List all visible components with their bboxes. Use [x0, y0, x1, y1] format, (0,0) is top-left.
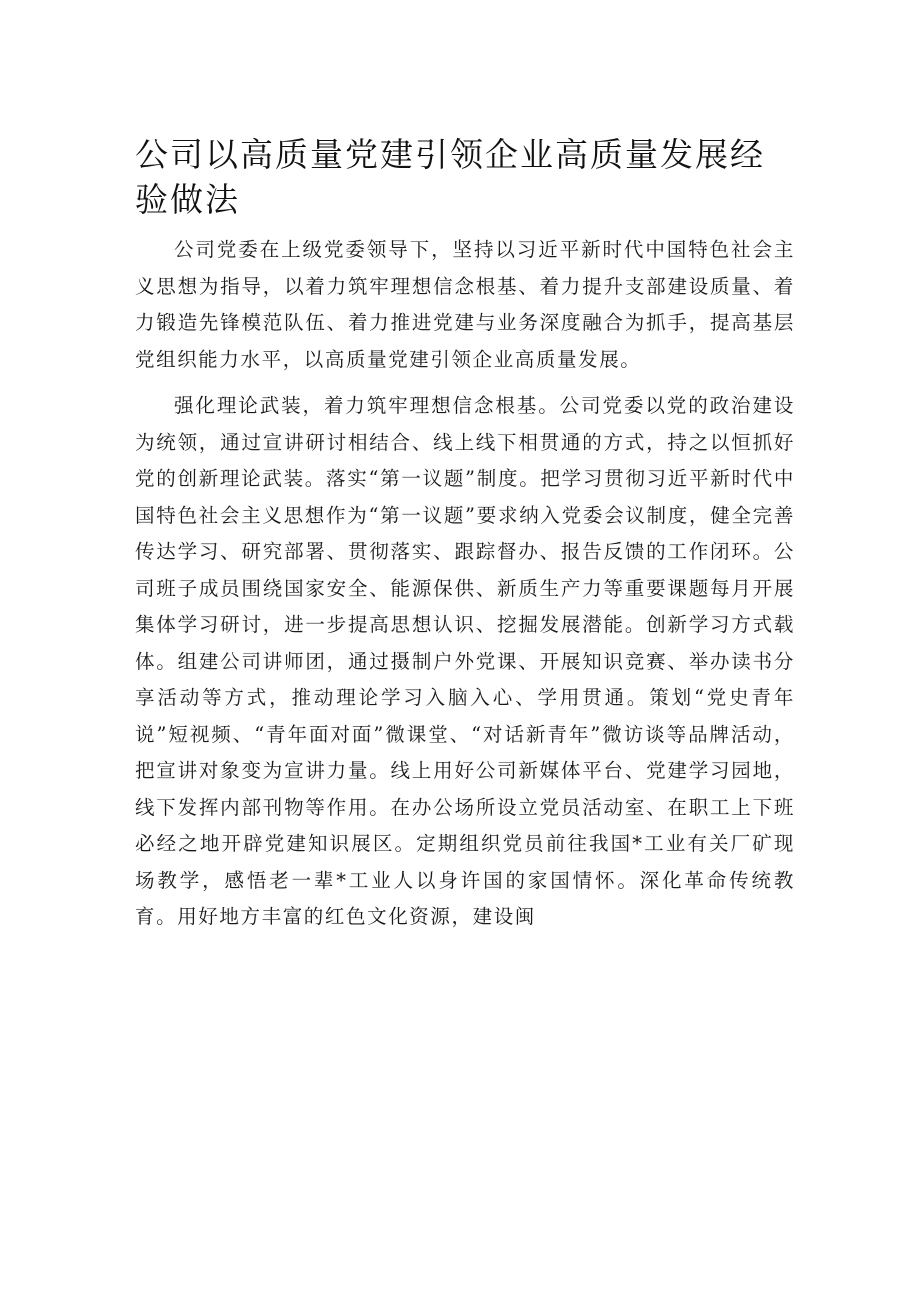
- theory-section-paragraph: 强化理论武装，着力筑牢理想信念根基。公司党委以党的政治建设为统领，通过宣讲研讨相结合、线上线下相贯通的方式，持之以恒抓好党的创新理论武装。落实“第一议题”制度。把学习贯彻习近平新时代中国特色社会主义思想作为“第一议题”要求纳入党委会议制度，健全完善传达学习、研究部署、贯彻落实、跟踪督办、报告反馈的工作闭环。公司班子成员围绕国家安全、能源保供、新质生产力等重要课题每月开展集体学习研讨，进一步提高思想认识、挖掘发展潜能。创新学习方式载体。组建公司讲师团，通过摄制户外党课、开展知识竞赛、举办读书分享活动等方式，推动理论学习入脑入心、学用贯通。策划“党史青年说”短视频、“青年面对面”微课堂、“对话新青年”微访谈等品牌活动，把宣讲对象变为宣讲力量。线上用好公司新媒体平台、党建学习园地，线下发挥内部刊物等作用。在办公场所设立党员活动室、在职工上下班必经之地开辟党建知识展区。定期组织党员前往我国*工业有关厂矿现场教学，感悟老一辈*工业人以身许国的家国情怀。深化革命传统教育。用好地方丰富的红色文化资源，建设闽: [135, 394, 795, 928]
- document-body: [135, 232, 795, 936]
- document-title: 公司以高质量党建引领企业高质量发展经验做法: [135, 135, 765, 219]
- intro-paragraph: 公司党委在上级党委领导下，坚持以习近平新时代中国特色社会主义思想为指导，以着力筑牢理想信念根基、着力提升支部建设质量、着力锻造先锋模范队伍、着力推进党建与业务深度融合为抓手，提高基层党组织能力水平，以高质量党建引领企业高质量发展。: [135, 238, 795, 371]
